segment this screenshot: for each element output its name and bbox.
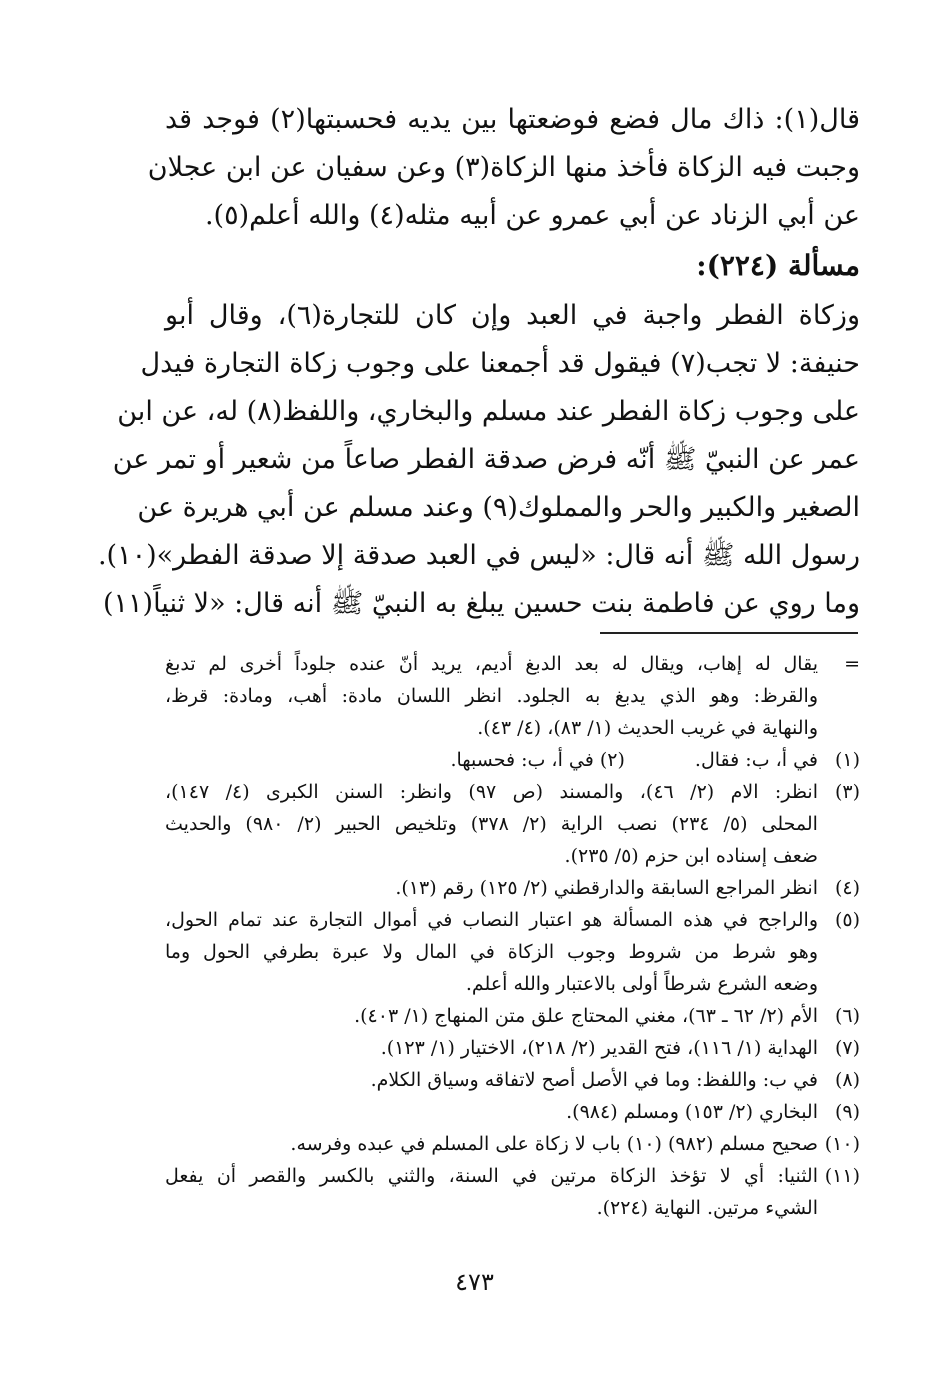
main-text-line: رسول الله ﷺ أنه قال: «ليس في العبد صدقة إلا صدقة الفطر»(١٠). (97, 540, 860, 571)
footnote-line: انظر: الام (٢/ ٤٦)، والمسند (ص ٩٧) وانظر: السنن الكبرى (٤/ ١٤٧)، (165, 781, 818, 803)
footnote-1-2 (165, 744, 860, 776)
footnote-line: الثنيا: أي لا تؤخذ الزكاة مرتين في السنة، والثني بالكسر والقصر أن يفعل (165, 1165, 818, 1187)
footnote-number: (٨) (834, 1069, 860, 1091)
main-text-line: الصغير والكبير والحر والمملوك(٩) وعند مسلم عن أبي هريرة عن (137, 492, 860, 523)
main-text-line: وجبت فيه الزكاة فأخذ منها الزكاة(٣) وعن سفيان عن ابن عجلان (147, 152, 860, 183)
footnote-text: في أ، ب: فقال. (694, 749, 818, 771)
footnote-9 (165, 1096, 860, 1128)
footnote-line: انظر المراجع السابقة والدارقطني (٢/ ١٢٥) رقم (١٣). (395, 877, 818, 899)
footnote-number: (٣) (834, 781, 860, 803)
footnote-line: الأم (٢/ ٦٢ ـ ٦٣)، مغني المحتاج علق متن المنهاج (١/ ٤٠٣). (354, 1005, 818, 1027)
main-text-line: وما روي عن فاطمة بنت حسين يبلغ به النبيّ ﷺ أنه قال: «لا ثنياً(١١) (102, 588, 860, 619)
footnote-line: البخاري (٢/ ١٥٣) ومسلم (٩٨٤). (566, 1101, 818, 1123)
footnote-line: الهداية (١/ ١١٦)، فتح القدير (٢/ ٢١٨)، الاختيار (١/ ١٢٣). (380, 1037, 818, 1059)
main-text-line: حنيفة: لا تجب(٧) فيقول قد أجمعنا على وجوب زكاة التجارة فيدل (140, 348, 860, 379)
footnote-3 (165, 776, 860, 872)
main-text-line: عن أبي الزناد عن أبي عمرو عن أبيه مثله(٤) والله أعلم(٥). (204, 200, 860, 231)
main-text-line: قال(١): ذاك مال فضع فوضعتها بين يديه فحسبتها(٢) فوجد قد (165, 104, 860, 135)
main-text-line: عمر عن النبيّ ﷺ أنّه فرض صدقة الفطر صاعاً من شعير أو تمر عن (112, 444, 860, 475)
footnote-line: صحيح مسلم (٩٨٢) (١٠) باب لا زكاة على المسلم في عبده وفرسه. (290, 1133, 818, 1155)
footnote-number: (٩) (834, 1101, 860, 1123)
footnotes (165, 648, 860, 1224)
footnote-number: (٤) (834, 877, 860, 899)
footnote-line: يقال له إهاب، ويقال له بعد الدبغ أديم، يريد أنّ عنده جلوداً أخرى لم تدبغ (165, 653, 818, 675)
footnote-separator (600, 632, 858, 634)
footnote-continuation (165, 648, 860, 744)
footnote-5 (165, 904, 860, 1000)
footnote-number: (٥) (834, 909, 860, 931)
footnote-number: (١١) (824, 1165, 860, 1187)
footnote-line: في ب: واللفظ: وما في الأصل أصح لاتفاقه وسياق الكلام. (370, 1069, 818, 1091)
page-number: ٤٧٣ (455, 1268, 494, 1296)
footnote-line: المحلى (٥/ ٢٣٤) نصب الراية (٢/ ٣٧٨) وتلخيص الحبير (٢/ ٩٨٠) والحديث (165, 813, 818, 835)
footnote-line: والقرظ: وهو الذي يدبغ به الجلود. انظر اللسان مادة: أهب، ومادة: قرظ، (165, 685, 818, 707)
footnote-number: (١) (834, 749, 860, 771)
footnote-8 (165, 1064, 860, 1096)
footnote-number: (٧) (834, 1037, 860, 1059)
footnote-10 (165, 1128, 860, 1160)
footnote-7 (165, 1032, 860, 1064)
footnote-11 (165, 1160, 860, 1224)
footnote-6 (165, 1000, 860, 1032)
footnote-text: في أ، ب: فحسبها. (450, 749, 594, 771)
main-text-block (97, 96, 860, 628)
continuation-marker: = (844, 653, 860, 675)
footnote-4 (165, 872, 860, 904)
main-text-line: على وجوب زكاة الفطر عند مسلم والبخاري، واللفظ(٨) له، عن ابن (117, 396, 860, 427)
main-text-line: وزكاة الفطر واجبة في العبد وإن كان للتجارة(٦)، وقال أبو (165, 300, 860, 331)
footnote-number: (١٠) (824, 1133, 860, 1155)
footnote-line: والنهاية في غريب الحديث (١/ ٨٣)، (٤/ ٤٣). (477, 717, 818, 739)
footnote-line: الشيء مرتين. النهاية (٢٢٤). (596, 1197, 818, 1219)
footnote-line: ضعف إسناده ابن حزم (٥/ ٢٣٥). (564, 845, 818, 867)
footnote-line: وضعه الشرع شرطاً أولى بالاعتبار والله أعلم. (465, 973, 818, 995)
issue-heading: مسألة (٢٢٤): (696, 249, 860, 282)
footnote-line: والراجح في هذه المسألة هو اعتبار النصاب في أموال التجارة عند تمام الحول، (165, 909, 818, 931)
footnote-line: وهو شرط من شروط وجوب الزكاة في المال ولا عبرة بطرفي الحول وما (165, 941, 818, 963)
footnote-number: (٢) (599, 749, 625, 771)
footnote-number: (٦) (834, 1005, 860, 1027)
